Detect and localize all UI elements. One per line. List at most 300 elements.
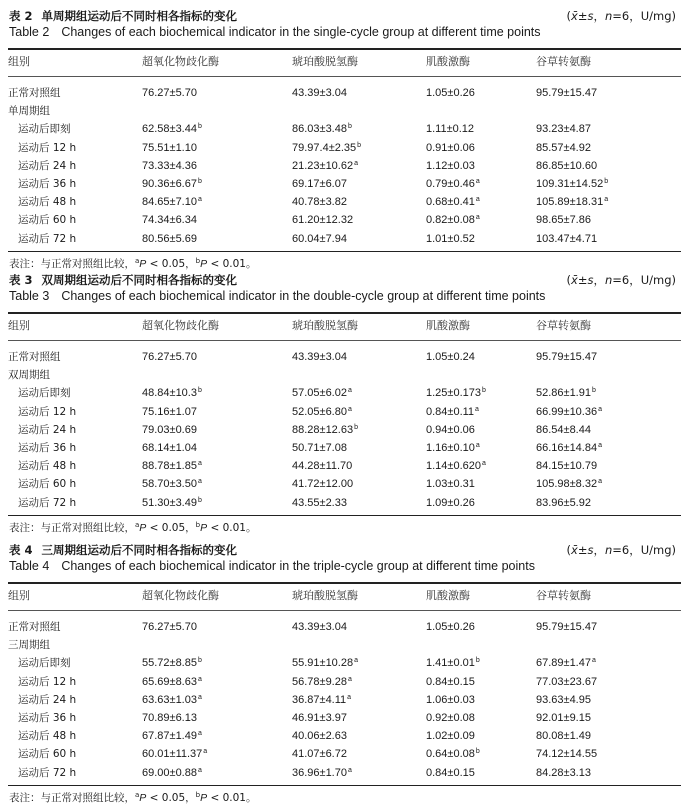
note-superscript-a: a bbox=[135, 256, 140, 265]
group-label: 双周期组 bbox=[8, 369, 50, 382]
table-cell bbox=[426, 421, 476, 439]
row-label: 运动后 12 h bbox=[18, 675, 77, 688]
cell-value: 109.31±14.52 bbox=[536, 178, 604, 190]
table-bottom-rule bbox=[8, 515, 681, 517]
cell-value: 65.69±8.63 bbox=[142, 675, 197, 688]
cell-value: 1.05±0.24 bbox=[426, 351, 475, 363]
table-title-en: Changes of each biochemical indicator in the triple-cycle group at different time points bbox=[61, 559, 535, 573]
cell-value: 66.16±14.84 bbox=[536, 442, 598, 454]
table-cell bbox=[426, 727, 476, 745]
cell-value: 105.98±8.32 bbox=[536, 478, 598, 491]
significance-mark: a bbox=[347, 405, 352, 413]
note-threshold-005: < 0.05， bbox=[146, 791, 196, 804]
unit-separator: ， bbox=[593, 543, 605, 557]
table-cell bbox=[292, 457, 353, 475]
row-label: 运动后 48 h bbox=[18, 460, 77, 473]
table-cell bbox=[536, 618, 598, 636]
cell-value: 84.15±10.79 bbox=[536, 460, 598, 473]
cell-value: 52.05±6.80 bbox=[292, 405, 347, 418]
unit-rest: =6，U/mg) bbox=[612, 543, 676, 557]
table-row bbox=[0, 139, 690, 157]
table-cell bbox=[426, 84, 476, 102]
unit-rest: =6，U/mg) bbox=[612, 9, 676, 23]
table-top-rule bbox=[8, 48, 681, 50]
table-cell bbox=[142, 475, 202, 493]
significance-mark: a bbox=[354, 657, 358, 665]
table-number-zh: 表 4 bbox=[9, 543, 33, 557]
table-number-zh: 表 3 bbox=[9, 273, 33, 287]
table-cell bbox=[536, 673, 598, 691]
table-cell bbox=[426, 475, 476, 493]
cell-value: 95.79±15.47 bbox=[536, 87, 598, 99]
table-row bbox=[0, 157, 690, 175]
table-cell bbox=[142, 673, 202, 691]
cell-value: 74.12±14.55 bbox=[536, 748, 598, 761]
cell-value: 1.02±0.09 bbox=[426, 730, 475, 743]
row-label: 运动后 60 h bbox=[18, 214, 77, 227]
table-top-rule bbox=[8, 582, 681, 584]
table-unit-note bbox=[567, 542, 676, 558]
table-row bbox=[0, 403, 690, 421]
note-p-symbol: P bbox=[200, 257, 208, 270]
row-label: 运动后 36 h bbox=[18, 442, 77, 454]
cell-value: 76.27±5.70 bbox=[142, 621, 197, 633]
cell-value: 1.01±0.52 bbox=[426, 232, 475, 245]
unit-n-symbol: n bbox=[604, 273, 613, 287]
table-row bbox=[0, 709, 690, 727]
significance-mark: a bbox=[598, 405, 602, 413]
table-cell bbox=[292, 175, 348, 193]
row-label: 运动后 24 h bbox=[18, 423, 77, 436]
cell-value: 41.07±6.72 bbox=[292, 748, 347, 761]
table-row bbox=[0, 439, 690, 457]
unit-sd-symbol: s bbox=[587, 9, 594, 23]
table-row bbox=[0, 673, 690, 691]
table-cell bbox=[292, 494, 348, 512]
table-cell bbox=[536, 84, 598, 102]
row-label: 运动后 72 h bbox=[18, 766, 77, 779]
note-prefix: 表注：与正常对照组比较， bbox=[9, 791, 135, 804]
table-cell bbox=[536, 421, 592, 439]
column-header: 超氧化物歧化酶 bbox=[142, 589, 219, 602]
table-cell bbox=[142, 709, 198, 727]
table-cell bbox=[142, 654, 202, 672]
table-header-rule bbox=[8, 610, 681, 611]
unit-open: ( bbox=[566, 543, 572, 557]
unit-open: ( bbox=[566, 273, 572, 287]
table-cell bbox=[292, 654, 358, 672]
table-cell bbox=[426, 764, 476, 782]
table-cell bbox=[536, 745, 598, 763]
table-cell bbox=[292, 727, 348, 745]
cell-value: 93.63±4.95 bbox=[536, 693, 591, 706]
table-cell bbox=[426, 230, 476, 248]
cell-value: 57.05±6.02 bbox=[292, 387, 347, 400]
note-p-symbol: P bbox=[139, 257, 147, 270]
significance-mark: a bbox=[598, 442, 602, 449]
significance-mark: a bbox=[197, 766, 202, 774]
table-cell bbox=[426, 691, 476, 709]
table-block bbox=[0, 8, 690, 270]
row-label: 运动后 48 h bbox=[18, 196, 77, 209]
table-top-rule bbox=[8, 312, 681, 314]
note-prefix: 表注：与正常对照组比较， bbox=[9, 257, 135, 270]
table-cell bbox=[142, 494, 202, 512]
row-label: 运动后 48 h bbox=[18, 730, 77, 743]
table-block bbox=[0, 272, 690, 534]
row-label: 运动后 72 h bbox=[18, 496, 77, 509]
cell-value: 86.03±3.48 bbox=[292, 123, 347, 136]
table-cell bbox=[142, 120, 202, 138]
cell-value: 0.94±0.06 bbox=[426, 423, 475, 436]
table-cell bbox=[536, 475, 602, 493]
significance-mark: a bbox=[354, 159, 358, 167]
row-label: 运动后 24 h bbox=[18, 693, 77, 706]
cell-value: 36.96±1.70 bbox=[292, 766, 347, 779]
cell-value: 1.16±0.10 bbox=[426, 442, 475, 454]
table-cell bbox=[142, 175, 202, 193]
unit-rest: =6，U/mg) bbox=[612, 273, 676, 287]
table-cell bbox=[536, 727, 592, 745]
table-row bbox=[0, 120, 690, 138]
note-threshold-001: < 0.01。 bbox=[207, 521, 257, 534]
table-cell bbox=[292, 211, 354, 229]
row-label: 运动后即刻 bbox=[18, 387, 71, 400]
table-row bbox=[0, 230, 690, 248]
table-cell bbox=[142, 421, 198, 439]
significance-mark: b bbox=[197, 657, 202, 665]
significance-mark: a bbox=[481, 460, 486, 468]
table-cell bbox=[142, 384, 202, 402]
table-cell bbox=[142, 211, 198, 229]
cell-value: 1.12±0.03 bbox=[426, 159, 475, 172]
cell-value: 1.06±0.03 bbox=[426, 693, 475, 706]
cell-value: 55.72±8.85 bbox=[142, 657, 197, 670]
significance-mark: b bbox=[197, 178, 202, 185]
table-number-en: Table 2 bbox=[9, 25, 50, 39]
cell-value: 98.65±7.86 bbox=[536, 214, 591, 227]
table-row bbox=[0, 175, 690, 193]
significance-mark: b bbox=[604, 178, 609, 185]
table-caption-zh bbox=[9, 272, 237, 288]
table-cell bbox=[142, 139, 198, 157]
cell-value: 63.63±1.03 bbox=[142, 693, 197, 706]
table-row bbox=[0, 764, 690, 782]
group-label: 三周期组 bbox=[8, 639, 50, 652]
note-threshold-001: < 0.01。 bbox=[207, 791, 257, 804]
cell-value: 80.08±1.49 bbox=[536, 730, 591, 743]
table-cell bbox=[142, 745, 207, 763]
cell-value: 43.39±3.04 bbox=[292, 87, 347, 99]
cell-value: 21.23±10.62 bbox=[292, 159, 354, 172]
row-label: 正常对照组 bbox=[8, 621, 61, 633]
cell-value: 40.78±3.82 bbox=[292, 196, 347, 209]
cell-value: 0.91±0.06 bbox=[426, 141, 475, 154]
cell-value: 70.89±6.13 bbox=[142, 712, 197, 724]
table-cell bbox=[142, 230, 198, 248]
significance-mark: a bbox=[197, 693, 202, 701]
row-label: 运动后 60 h bbox=[18, 478, 77, 491]
cell-value: 41.72±12.00 bbox=[292, 478, 354, 491]
table-cell bbox=[536, 175, 608, 193]
table-cell bbox=[426, 654, 480, 672]
table-row-group bbox=[0, 636, 690, 654]
cell-value: 86.85±10.60 bbox=[536, 159, 598, 172]
cell-value: 60.04±7.94 bbox=[292, 232, 347, 245]
table-cell bbox=[536, 654, 596, 672]
cell-value: 85.57±4.92 bbox=[536, 141, 591, 154]
note-prefix: 表注：与正常对照组比较， bbox=[9, 521, 135, 534]
cell-value: 62.58±3.44 bbox=[142, 123, 197, 136]
cell-value: 67.87±1.49 bbox=[142, 730, 197, 743]
table-row bbox=[0, 384, 690, 402]
cell-value: 105.89±18.31 bbox=[536, 196, 604, 209]
note-threshold-005: < 0.05， bbox=[146, 521, 196, 534]
table-cell bbox=[292, 193, 348, 211]
column-header: 琥珀酸脱氢酶 bbox=[292, 55, 358, 68]
row-label: 运动后 12 h bbox=[18, 405, 77, 418]
table-cell bbox=[292, 139, 361, 157]
cell-value: 44.28±11.70 bbox=[292, 460, 353, 473]
table-row-control bbox=[0, 84, 690, 102]
table-cell bbox=[426, 403, 479, 421]
row-label: 运动后即刻 bbox=[18, 123, 71, 136]
cell-value: 90.36±6.67 bbox=[142, 178, 197, 190]
table-row-group bbox=[0, 366, 690, 384]
table-row-group bbox=[0, 102, 690, 120]
table-cell bbox=[426, 745, 480, 763]
table-header-row bbox=[0, 53, 690, 71]
significance-mark: a bbox=[197, 675, 202, 683]
table-cell bbox=[426, 439, 480, 457]
table-cell bbox=[292, 764, 352, 782]
unit-n-symbol: n bbox=[604, 543, 613, 557]
unit-separator: ， bbox=[593, 9, 605, 23]
table-cell bbox=[142, 457, 202, 475]
cell-value: 1.03±0.31 bbox=[426, 478, 475, 491]
table-title-en: Changes of each biochemical indicator in the single-cycle group at different time points bbox=[61, 25, 541, 39]
row-label: 正常对照组 bbox=[8, 351, 61, 363]
unit-open: ( bbox=[566, 9, 572, 23]
row-label: 运动后 72 h bbox=[18, 232, 77, 245]
column-header: 琥珀酸脱氢酶 bbox=[292, 319, 358, 332]
table-caption-en bbox=[9, 559, 535, 573]
cell-value: 1.05±0.26 bbox=[426, 87, 475, 99]
table-cell bbox=[426, 175, 480, 193]
table-bottom-rule bbox=[8, 785, 681, 787]
table-cell bbox=[142, 157, 198, 175]
table-cell bbox=[426, 457, 486, 475]
table-footnote bbox=[9, 520, 257, 535]
table-header-row bbox=[0, 587, 690, 605]
significance-mark: a bbox=[197, 460, 202, 468]
cell-value: 60.01±11.37 bbox=[142, 748, 203, 761]
cell-value: 43.39±3.04 bbox=[292, 351, 347, 363]
cell-value: 86.54±8.44 bbox=[536, 423, 591, 436]
significance-mark: b bbox=[197, 496, 202, 504]
table-row bbox=[0, 193, 690, 211]
cell-value: 0.84±0.15 bbox=[426, 675, 475, 688]
table-unit-note bbox=[567, 272, 676, 288]
cell-value: 0.82±0.08 bbox=[426, 214, 475, 227]
table-footnote bbox=[9, 256, 257, 271]
cell-value: 1.09±0.26 bbox=[426, 496, 475, 509]
cell-value: 75.16±1.07 bbox=[142, 405, 197, 418]
unit-sd-symbol: s bbox=[587, 543, 594, 557]
cell-value: 0.84±0.11 bbox=[426, 405, 475, 418]
significance-mark: b bbox=[481, 387, 486, 395]
cell-value: 84.28±3.13 bbox=[536, 766, 591, 779]
table-cell bbox=[292, 673, 352, 691]
cell-value: 0.79±0.46 bbox=[426, 178, 475, 190]
significance-mark: a bbox=[591, 657, 596, 665]
cell-value: 36.87±4.11 bbox=[292, 693, 347, 706]
group-label: 单周期组 bbox=[8, 105, 50, 118]
note-p-symbol: P bbox=[200, 521, 208, 534]
table-cell bbox=[292, 745, 348, 763]
table-cell bbox=[536, 157, 598, 175]
table-cell bbox=[536, 211, 592, 229]
column-header: 谷草转氨酶 bbox=[536, 589, 591, 602]
table-cell bbox=[426, 384, 486, 402]
table-cell bbox=[142, 764, 202, 782]
table-cell bbox=[426, 157, 476, 175]
column-header: 超氧化物歧化酶 bbox=[142, 319, 219, 332]
table-cell bbox=[536, 193, 608, 211]
table-cell bbox=[292, 230, 348, 248]
table-cell bbox=[426, 494, 476, 512]
cell-value: 46.91±3.97 bbox=[292, 712, 347, 724]
cell-value: 84.65±7.10 bbox=[142, 196, 197, 209]
note-superscript-a: a bbox=[135, 790, 140, 799]
cell-value: 80.56±5.69 bbox=[142, 232, 197, 245]
cell-value: 66.99±10.36 bbox=[536, 405, 598, 418]
table-cell bbox=[292, 421, 358, 439]
table-caption-en bbox=[9, 289, 545, 303]
table-row bbox=[0, 691, 690, 709]
significance-mark: b bbox=[357, 141, 362, 149]
table-caption-en bbox=[9, 25, 541, 39]
significance-mark: a bbox=[475, 442, 480, 449]
table-cell bbox=[292, 403, 352, 421]
table-cell bbox=[292, 120, 352, 138]
note-superscript-b: b bbox=[195, 790, 201, 799]
column-header: 琥珀酸脱氢酶 bbox=[292, 589, 358, 602]
unit-plus-minus: ± bbox=[577, 543, 588, 557]
cell-value: 1.14±0.620 bbox=[426, 460, 481, 473]
cell-value: 92.01±9.15 bbox=[536, 712, 591, 724]
table-caption-zh bbox=[9, 542, 237, 558]
note-threshold-001: < 0.01。 bbox=[207, 257, 257, 270]
column-header: 肌酸激酶 bbox=[426, 55, 470, 68]
row-label: 运动后 24 h bbox=[18, 159, 77, 172]
significance-mark: a bbox=[197, 730, 202, 738]
table-cell bbox=[536, 348, 598, 366]
cell-value: 74.34±6.34 bbox=[142, 214, 197, 227]
table-row bbox=[0, 654, 690, 672]
significance-mark: a bbox=[475, 214, 480, 222]
note-p-symbol: P bbox=[139, 791, 147, 804]
cell-value: 0.64±0.08 bbox=[426, 748, 475, 761]
significance-mark: a bbox=[347, 693, 352, 701]
table-number-zh: 表 2 bbox=[9, 9, 33, 23]
unit-mean-symbol: x̄ bbox=[571, 543, 578, 557]
column-header: 肌酸激酶 bbox=[426, 319, 470, 332]
table-footnote bbox=[9, 790, 257, 805]
cell-value: 67.89±1.47 bbox=[536, 657, 591, 670]
cell-value: 79.03±0.69 bbox=[142, 423, 197, 436]
cell-value: 0.92±0.08 bbox=[426, 712, 475, 724]
table-cell bbox=[292, 348, 348, 366]
significance-mark: a bbox=[197, 196, 202, 204]
column-header: 组别 bbox=[8, 589, 30, 602]
table-header-rule bbox=[8, 340, 681, 341]
significance-mark: a bbox=[475, 405, 479, 413]
table-cell bbox=[536, 764, 592, 782]
cell-value: 52.86±1.91 bbox=[536, 387, 591, 400]
table-cell bbox=[292, 618, 348, 636]
table-cell bbox=[536, 384, 596, 402]
cell-value: 95.79±15.47 bbox=[536, 351, 598, 363]
table-number-en: Table 3 bbox=[9, 289, 50, 303]
cell-value: 56.78±9.28 bbox=[292, 675, 347, 688]
column-header: 超氧化物歧化酶 bbox=[142, 55, 219, 68]
significance-mark: a bbox=[598, 478, 602, 486]
table-cell bbox=[426, 120, 475, 138]
cell-value: 43.55±2.33 bbox=[292, 496, 347, 509]
row-label: 运动后 60 h bbox=[18, 748, 77, 761]
cell-value: 88.78±1.85 bbox=[142, 460, 197, 473]
cell-value: 95.79±15.47 bbox=[536, 621, 598, 633]
table-cell bbox=[426, 348, 476, 366]
note-p-symbol: P bbox=[200, 791, 208, 804]
unit-plus-minus: ± bbox=[577, 9, 588, 23]
cell-value: 1.05±0.26 bbox=[426, 621, 475, 633]
cell-value: 1.41±0.01 bbox=[426, 657, 475, 670]
unit-n-symbol: n bbox=[604, 9, 613, 23]
table-block bbox=[0, 542, 690, 804]
cell-value: 79.97.4±2.35 bbox=[292, 141, 357, 154]
cell-value: 69.00±0.88 bbox=[142, 766, 197, 779]
table-number-en: Table 4 bbox=[9, 559, 50, 573]
table-cell bbox=[426, 709, 476, 727]
row-label: 运动后即刻 bbox=[18, 657, 71, 670]
table-cell bbox=[536, 709, 592, 727]
table-cell bbox=[536, 494, 592, 512]
cell-value: 93.23±4.87 bbox=[536, 123, 591, 136]
significance-mark: b bbox=[591, 387, 596, 395]
cell-value: 40.06±2.63 bbox=[292, 730, 347, 743]
cell-value: 51.30±3.49 bbox=[142, 496, 197, 509]
table-cell bbox=[142, 618, 198, 636]
significance-mark: a bbox=[475, 196, 480, 204]
column-header: 组别 bbox=[8, 319, 30, 332]
table-cell bbox=[426, 618, 476, 636]
significance-mark: b bbox=[347, 123, 352, 131]
table-caption-zh bbox=[9, 8, 237, 24]
note-threshold-005: < 0.05， bbox=[146, 257, 196, 270]
table-cell bbox=[426, 139, 476, 157]
row-label: 运动后 12 h bbox=[18, 141, 77, 154]
table-cell bbox=[536, 139, 592, 157]
table-title-zh: 单周期组运动后不同时相各指标的变化 bbox=[41, 9, 238, 23]
significance-mark: a bbox=[475, 178, 480, 185]
significance-mark: a bbox=[197, 478, 202, 486]
cell-value: 1.25±0.173 bbox=[426, 387, 481, 400]
table-cell bbox=[292, 709, 348, 727]
significance-mark: a bbox=[347, 766, 352, 774]
table-title-en: Changes of each biochemical indicator in the double-cycle group at different time points bbox=[61, 289, 546, 303]
